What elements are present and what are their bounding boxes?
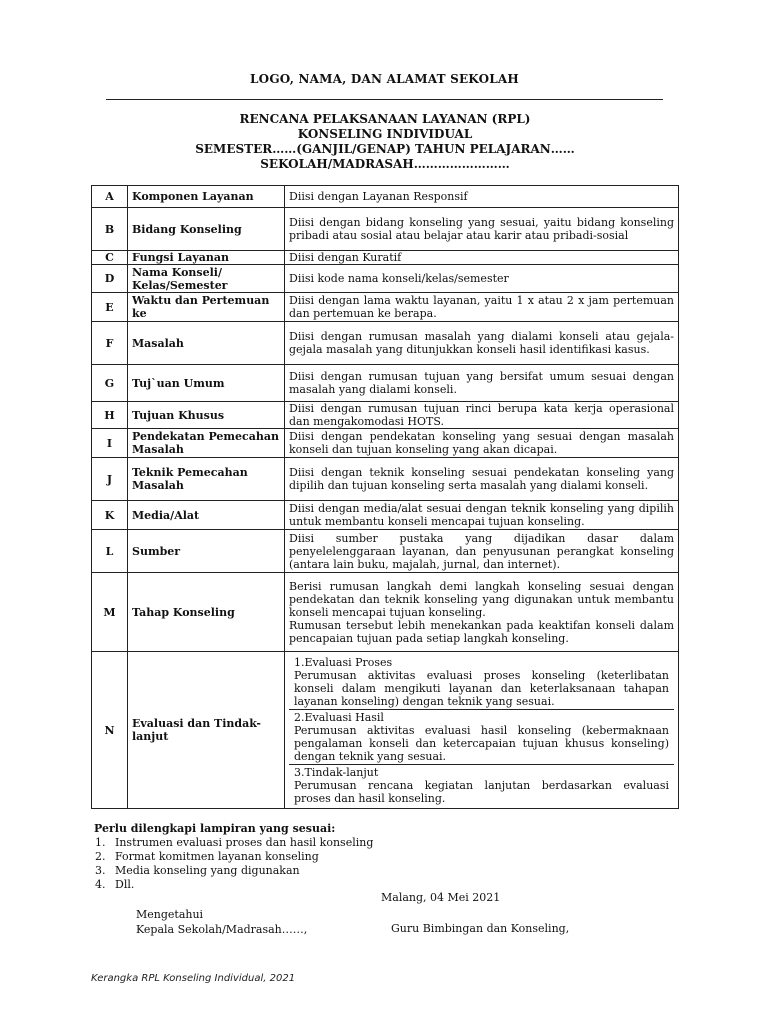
row-label: Tujuan Khusus bbox=[128, 402, 285, 429]
row-letter: K bbox=[92, 501, 128, 530]
row-desc: Diisi dengan lama waktu layanan, yaitu 1 x atau 2 x jam pertemuan dan pertemuan ke berapa. bbox=[285, 293, 679, 322]
evaluation-part-text: Perumusan aktivitas evaluasi proses konseling (keterlibatan konseli dalam mengikuti layanan dan keterlaksanaan tahapan layanan konseling) dengan teknik yang sesuai. bbox=[294, 668, 669, 708]
table-row bbox=[92, 573, 679, 652]
row-label: Media/Alat bbox=[128, 501, 285, 530]
place-date: Malang, 04 Mei 2021 bbox=[381, 891, 501, 904]
table-row bbox=[92, 530, 679, 573]
notes-heading: Perlu dilengkapi lampiran yang sesuai: bbox=[94, 822, 336, 835]
row-letter: A bbox=[92, 186, 128, 208]
row-label: Waktu dan Pertemuan ke bbox=[128, 293, 285, 322]
row-desc bbox=[285, 573, 679, 652]
row-label: Komponen Layanan bbox=[128, 186, 285, 208]
notes-list bbox=[91, 836, 691, 892]
row-letter: D bbox=[92, 265, 128, 293]
row-letter: B bbox=[92, 208, 128, 251]
row-letter: N bbox=[92, 652, 128, 809]
row-label: Sumber bbox=[128, 530, 285, 573]
row-label: Bidang Konseling bbox=[128, 208, 285, 251]
row-desc: Diisi dengan Layanan Responsif bbox=[285, 186, 679, 208]
row-desc-paragraph: Rumusan tersebut lebih menekankan pada keaktifan konseli dalam pencapaian tujuan pada setiap langkah konseling. bbox=[289, 618, 674, 645]
list-item: 4. Dll. bbox=[109, 878, 691, 892]
row-desc: Diisi dengan rumusan masalah yang dialami konseli atau gejala-gejala masalah yang ditunjukkan konseli hasil identifikasi kasus. bbox=[285, 322, 679, 365]
principal-signature-block bbox=[136, 907, 307, 937]
rpl-table bbox=[91, 185, 679, 809]
row-label: Nama Konseli/ Kelas/Semester bbox=[128, 265, 285, 293]
evaluation-part-title: 1.Evaluasi Proses bbox=[294, 655, 393, 669]
evaluation-part-text: Perumusan rencana kegiatan lanjutan berdasarkan evaluasi proses dan hasil konseling. bbox=[294, 778, 669, 805]
attachment-notes bbox=[91, 822, 691, 892]
row-letter: L bbox=[92, 530, 128, 573]
row-desc: Diisi dengan media/alat sesuai dengan teknik konseling yang dipilih untuk membantu konseli mencapai tujuan konseling. bbox=[285, 501, 679, 530]
document-titles bbox=[100, 112, 670, 172]
row-desc: Diisi sumber pustaka yang dijadikan dasar dalam penyelelenggaraan layanan, dan penyusunan perangkat konseling (antara lain buku, majalah, jurnal, dan internet). bbox=[285, 530, 679, 573]
row-label: Pendekatan Pemecahan Masalah bbox=[128, 429, 285, 458]
row-desc: Diisi dengan rumusan tujuan yang bersifat umum sesuai dengan masalah yang dialami konseli. bbox=[285, 365, 679, 402]
evaluation-cell bbox=[285, 652, 679, 809]
evaluation-part-title: 3.Tindak-lanjut bbox=[294, 765, 379, 779]
row-label: Tuj`uan Umum bbox=[128, 365, 285, 402]
table-row bbox=[92, 208, 679, 251]
table-row bbox=[92, 322, 679, 365]
table-row bbox=[92, 293, 679, 322]
evaluation-part bbox=[289, 765, 674, 806]
row-label: Masalah bbox=[128, 322, 285, 365]
row-letter: E bbox=[92, 293, 128, 322]
header-divider bbox=[106, 99, 663, 100]
list-item: 1. Instrumen evaluasi proses dan hasil konseling bbox=[109, 836, 691, 850]
row-label: Evaluasi dan Tindak-lanjut bbox=[128, 652, 285, 809]
row-letter: I bbox=[92, 429, 128, 458]
table-row bbox=[92, 186, 679, 208]
counselor-label: Guru Bimbingan dan Konseling, bbox=[391, 922, 570, 935]
acknowledge-label: Mengetahui bbox=[136, 908, 204, 921]
evaluation-part bbox=[289, 710, 674, 765]
row-letter: F bbox=[92, 322, 128, 365]
row-letter: C bbox=[92, 251, 128, 265]
page-footer: Kerangka RPL Konseling Individual, 2021 bbox=[91, 973, 296, 984]
row-label: Tahap Konseling bbox=[128, 573, 285, 652]
list-item: 3. Media konseling yang digunakan bbox=[109, 864, 691, 878]
title-sekolah: SEKOLAH/MADRASAH…………………… bbox=[260, 157, 510, 171]
evaluation-part bbox=[289, 655, 674, 710]
row-letter: J bbox=[92, 458, 128, 501]
row-label: Fungsi Layanan bbox=[128, 251, 285, 265]
row-desc: Diisi dengan teknik konseling sesuai pendekatan konseling yang dipilih dan tujuan konseling serta masalah yang dialami konseli. bbox=[285, 458, 679, 501]
table-row bbox=[92, 402, 679, 429]
row-letter: M bbox=[92, 573, 128, 652]
principal-label: Kepala Sekolah/Madrasah……, bbox=[136, 923, 308, 936]
row-desc: Diisi dengan rumusan tujuan rinci berupa kata kerja operasional dan mengakomodasi HOTS. bbox=[285, 402, 679, 429]
table-row bbox=[92, 458, 679, 501]
row-letter: G bbox=[92, 365, 128, 402]
table-row bbox=[92, 265, 679, 293]
list-item: 2. Format komitmen layanan konseling bbox=[109, 850, 691, 864]
table-row bbox=[92, 251, 679, 265]
row-letter: H bbox=[92, 402, 128, 429]
title-rpl: RENCANA PELAKSANAAN LAYANAN (RPL) bbox=[239, 112, 531, 126]
row-desc-paragraph: Berisi rumusan langkah demi langkah konseling sesuai dengan pendekatan dan teknik konseling yang digunakan untuk membantu konseli mencapai tujuan konseling. bbox=[289, 579, 674, 619]
row-desc: Diisi dengan pendekatan konseling yang sesuai dengan masalah konseli dan tujuan konseling yang akan dicapai. bbox=[285, 429, 679, 458]
table-row bbox=[92, 365, 679, 402]
title-semester: SEMESTER……(GANJIL/GENAP) TAHUN PELAJARAN…… bbox=[195, 142, 575, 156]
row-label: Teknik Pemecahan Masalah bbox=[128, 458, 285, 501]
evaluation-part-title: 2.Evaluasi Hasil bbox=[294, 710, 384, 724]
table-row bbox=[92, 429, 679, 458]
evaluation-part-text: Perumusan aktivitas evaluasi hasil konseling (kebermaknaan pengalaman konseli dan ketercapaian tujuan khusus konseling) dengan teknik yang sesuai. bbox=[294, 723, 669, 763]
table-row bbox=[92, 652, 679, 809]
title-konseling: KONSELING INDIVIDUAL bbox=[297, 127, 473, 141]
table-row bbox=[92, 501, 679, 530]
school-header: LOGO, NAMA, DAN ALAMAT SEKOLAH bbox=[250, 72, 519, 86]
row-desc: Diisi dengan Kuratif bbox=[285, 251, 679, 265]
row-desc: Diisi kode nama konseli/kelas/semester bbox=[285, 265, 679, 293]
row-desc: Diisi dengan bidang konseling yang sesuai, yaitu bidang konseling pribadi atau sosial atau belajar atau karir atau pribadi-sosial bbox=[285, 208, 679, 251]
